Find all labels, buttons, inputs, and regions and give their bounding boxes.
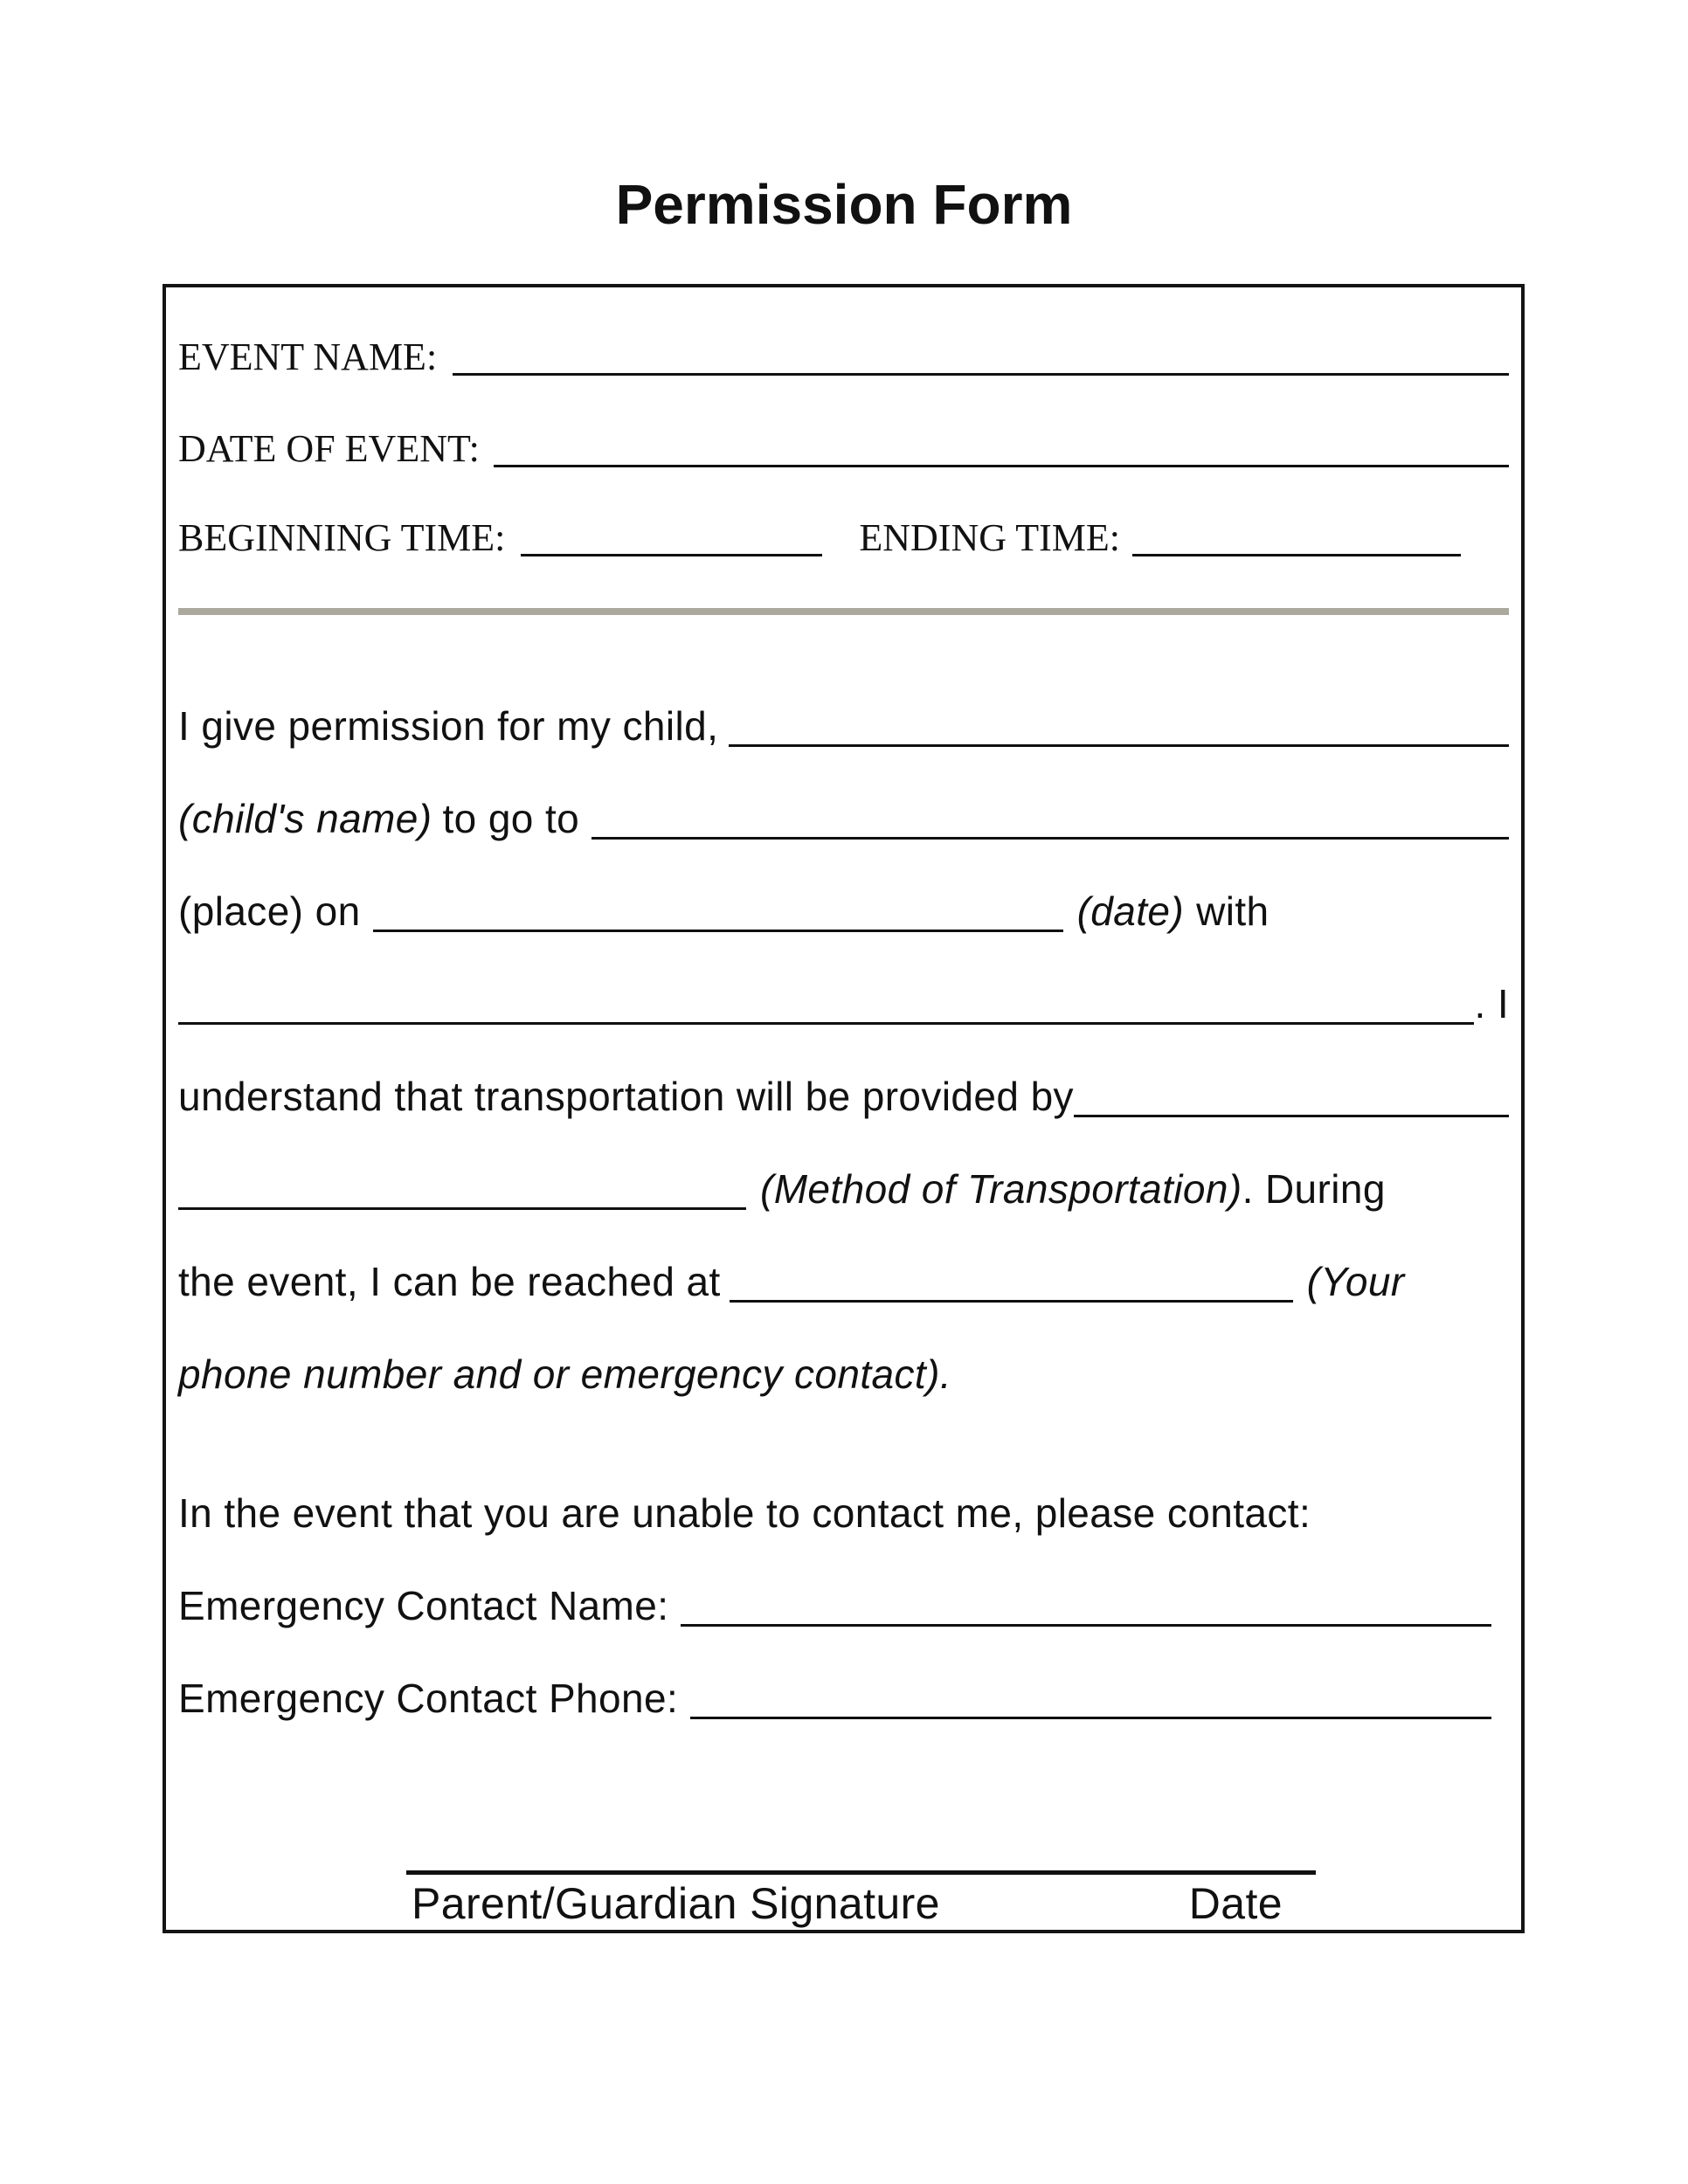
chaperone-field[interactable] xyxy=(178,1021,1474,1025)
permission-line-6 xyxy=(178,1166,1509,1212)
date-of-event-field[interactable] xyxy=(494,464,1509,467)
signature-line[interactable] xyxy=(406,1870,1316,1928)
place-field[interactable] xyxy=(591,836,1509,840)
child-name-hint: (child's name) xyxy=(178,796,432,841)
signature-label: Parent/Guardian Signature xyxy=(412,1879,940,1928)
section-divider xyxy=(178,608,1509,615)
permission-line-4 xyxy=(178,981,1509,1026)
emergency-phone-row xyxy=(178,1676,1509,1721)
permission-line-2-text: to go to xyxy=(442,796,580,841)
permission-line-7 xyxy=(178,1261,1509,1302)
place-hint: (place) on xyxy=(178,888,361,934)
event-name-row xyxy=(178,335,1509,378)
ending-time-label: ENDING TIME: xyxy=(859,516,1120,559)
permission-line-3-text: with xyxy=(1196,888,1269,934)
permission-line-2 xyxy=(178,798,1509,839)
times-row xyxy=(178,516,1509,559)
emergency-intro-text: In the event that you are unable to contact me, please contact: xyxy=(178,1490,1311,1536)
reached-at-field[interactable] xyxy=(730,1299,1293,1303)
transportation-field-part1[interactable] xyxy=(1074,1114,1509,1117)
date-hint: (date) xyxy=(1076,888,1185,934)
permission-line-3 xyxy=(178,888,1509,934)
date-of-event-label: DATE OF EVENT: xyxy=(178,427,480,470)
emergency-name-row xyxy=(178,1583,1509,1628)
event-name-label: EVENT NAME: xyxy=(178,335,438,378)
permission-line-5 xyxy=(178,1074,1509,1119)
emergency-phone-field[interactable] xyxy=(690,1716,1491,1719)
date-field[interactable] xyxy=(373,929,1063,932)
permission-line-4-text: . I xyxy=(1474,981,1509,1026)
permission-line-5-text: understand that transportation will be provided by xyxy=(178,1074,1074,1119)
permission-line-1-text: I give permission for my child, xyxy=(178,703,719,749)
date-of-event-row xyxy=(178,427,1509,470)
beginning-time-field[interactable] xyxy=(521,553,822,556)
permission-line-8 xyxy=(178,1351,1509,1397)
transportation-field-part2[interactable] xyxy=(178,1206,746,1210)
page-title: Permission Form xyxy=(615,173,1073,236)
form-box xyxy=(163,284,1525,1933)
date-label: Date xyxy=(1188,1879,1283,1928)
emergency-phone-label: Emergency Contact Phone: xyxy=(178,1676,679,1721)
event-name-field[interactable] xyxy=(453,372,1509,376)
transportation-hint: (Method of Transportation) xyxy=(760,1166,1242,1212)
emergency-intro-row xyxy=(178,1490,1509,1536)
child-name-field[interactable] xyxy=(729,743,1509,747)
permission-line-1 xyxy=(178,703,1509,749)
beginning-time-label: BEGINNING TIME: xyxy=(178,516,506,559)
permission-line-6-text: . During xyxy=(1242,1166,1386,1212)
ending-time-field[interactable] xyxy=(1132,553,1461,556)
permission-line-7-text: the event, I can be reached at xyxy=(178,1259,721,1304)
emergency-name-field[interactable] xyxy=(681,1623,1491,1627)
phone-hint-part2: phone number and or emergency contact). xyxy=(178,1351,951,1397)
signature-caption-row xyxy=(406,1875,1316,1928)
phone-hint-part1: (Your xyxy=(1306,1259,1405,1304)
emergency-name-label: Emergency Contact Name: xyxy=(178,1583,669,1628)
